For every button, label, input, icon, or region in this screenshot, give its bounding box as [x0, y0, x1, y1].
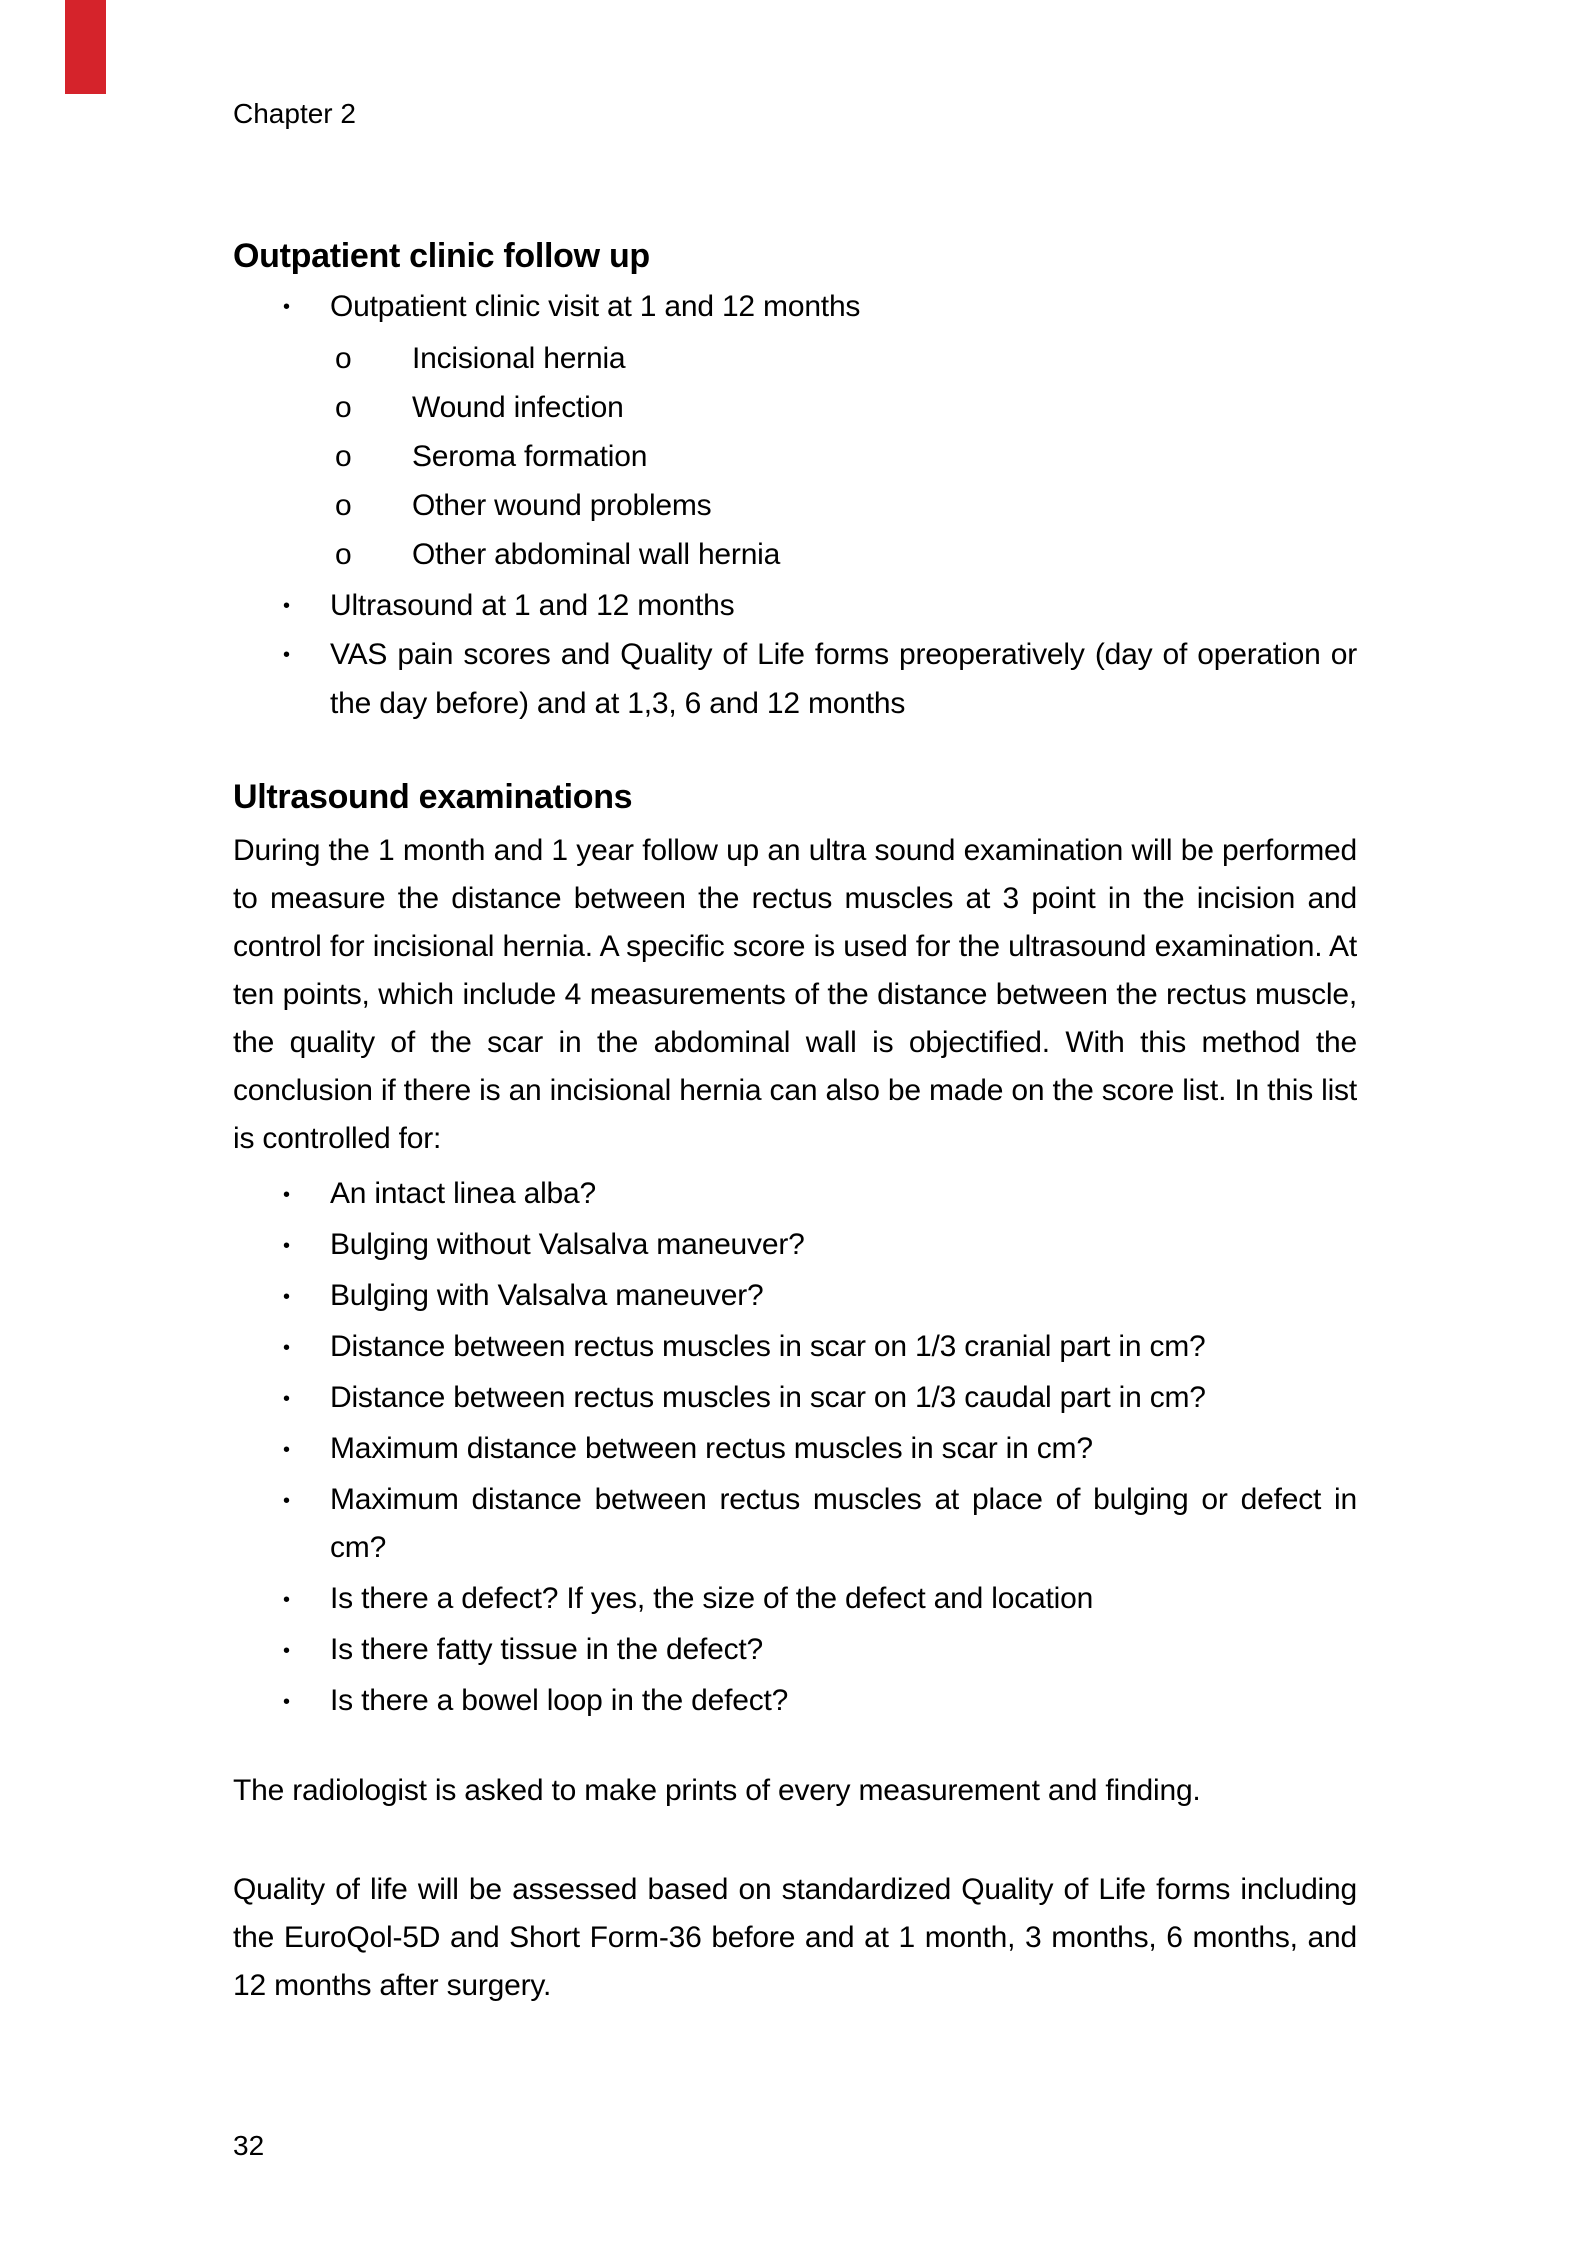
circle-bullet-icon: o — [335, 489, 352, 522]
list-item — [233, 1476, 1357, 1572]
bullet-icon: • — [283, 1640, 290, 1662]
list-item-text: Is there a bowel loop in the defect? — [330, 1684, 789, 1717]
radiologist-paragraph: The radiologist is asked to make prints of every measurement and finding. — [233, 1774, 1201, 1807]
bullet-icon: • — [283, 1184, 290, 1206]
list-item-text: Maximum distance between rectus muscles in scar in cm? — [330, 1432, 1093, 1465]
list-item-text: Bulging without Valsalva maneuver? — [330, 1228, 805, 1261]
list-item-text: Is there a defect? If yes, the size of the defect and location — [330, 1582, 1094, 1615]
list-item — [233, 1425, 1357, 1473]
list-item — [233, 334, 1357, 383]
quality-of-life-paragraph: Quality of life will be assessed based on standardized Quality of Life forms including the EuroQol-5D and Short Form-36 before and at 1 month, 3 months, 6 months, and 12 months after surgery. — [233, 1873, 1357, 2002]
list-item — [233, 1575, 1357, 1623]
list-item-text: Bulging with Valsalva maneuver? — [330, 1279, 764, 1312]
bullet-icon: • — [283, 595, 290, 617]
circle-bullet-icon: o — [335, 538, 352, 571]
list-item-text: Is there fatty tissue in the defect? — [330, 1633, 764, 1666]
list-item-text: Wound infection — [412, 391, 624, 424]
outpatient-follow-up-list — [233, 282, 1357, 728]
circle-bullet-icon: o — [335, 391, 352, 424]
list-item — [233, 530, 1357, 579]
list-item-text: Incisional hernia — [412, 342, 626, 375]
running-header: Chapter 2 — [233, 98, 356, 129]
bullet-icon: • — [283, 1235, 290, 1257]
list-item — [233, 1221, 1357, 1269]
list-item-text: Other abdominal wall hernia — [412, 538, 781, 571]
ultrasound-score-list — [233, 1170, 1357, 1728]
list-item — [233, 481, 1357, 530]
list-item — [233, 1626, 1357, 1674]
section-heading-ultrasound-examinations: Ultrasound examinations — [233, 778, 633, 816]
list-item — [233, 1272, 1357, 1320]
list-item — [233, 630, 1357, 728]
page-number: 32 — [233, 2130, 265, 2161]
bullet-icon: • — [283, 1286, 290, 1308]
circle-bullet-icon: o — [335, 440, 352, 473]
list-item-text: Distance between rectus muscles in scar on 1/3 cranial part in cm? — [330, 1330, 1206, 1363]
list-item — [233, 581, 1357, 630]
list-item-text: Distance between rectus muscles in scar on 1/3 caudal part in cm? — [330, 1381, 1206, 1414]
list-item-text: VAS pain scores and Quality of Life forms preoperatively (day of operation or the day before) and at 1,3, 6 and 12 months — [330, 638, 1357, 720]
bullet-icon: • — [283, 1490, 290, 1512]
circle-bullet-icon: o — [335, 342, 352, 375]
list-item — [233, 1323, 1357, 1371]
sub-list — [233, 334, 1357, 579]
list-item — [233, 383, 1357, 432]
bullet-icon: • — [283, 296, 290, 318]
list-item-text: An intact linea alba? — [330, 1177, 596, 1210]
list-item-text: Maximum distance between rectus muscles at place of bulging or defect in cm? — [330, 1483, 1357, 1564]
list-item-text: Seroma formation — [412, 440, 648, 473]
chapter-tab-marker — [65, 0, 106, 94]
list-item — [233, 1170, 1357, 1218]
bullet-icon: • — [283, 1388, 290, 1410]
list-item — [233, 432, 1357, 481]
ultrasound-intro-paragraph: During the 1 month and 1 year follow up an ultra sound examination will be performed to measure the distance between the rectus muscles at 3 point in the incision and control for incisional hernia. A specific score is used for the ultrasound examination. At ten points, which include 4 measurements of the distance between the rectus muscle, the quality of the scar in the abdominal wall is objectified. With this method the conclusion if there is an incisional hernia can also be made on the score list. In this list is controlled for: — [233, 834, 1357, 1155]
bullet-icon: • — [283, 1589, 290, 1611]
list-item — [233, 282, 1357, 331]
bullet-icon: • — [283, 1691, 290, 1713]
list-item-text: Other wound problems — [412, 489, 712, 522]
list-item-text: Ultrasound at 1 and 12 months — [330, 589, 735, 622]
bullet-icon: • — [283, 1337, 290, 1359]
bullet-icon: • — [283, 1439, 290, 1461]
list-item-text: Outpatient clinic visit at 1 and 12 months — [330, 290, 861, 323]
list-item — [233, 1374, 1357, 1422]
bullet-icon: • — [283, 644, 290, 666]
section-heading-outpatient-clinic-follow-up: Outpatient clinic follow up — [233, 237, 650, 275]
list-item — [233, 1677, 1357, 1725]
